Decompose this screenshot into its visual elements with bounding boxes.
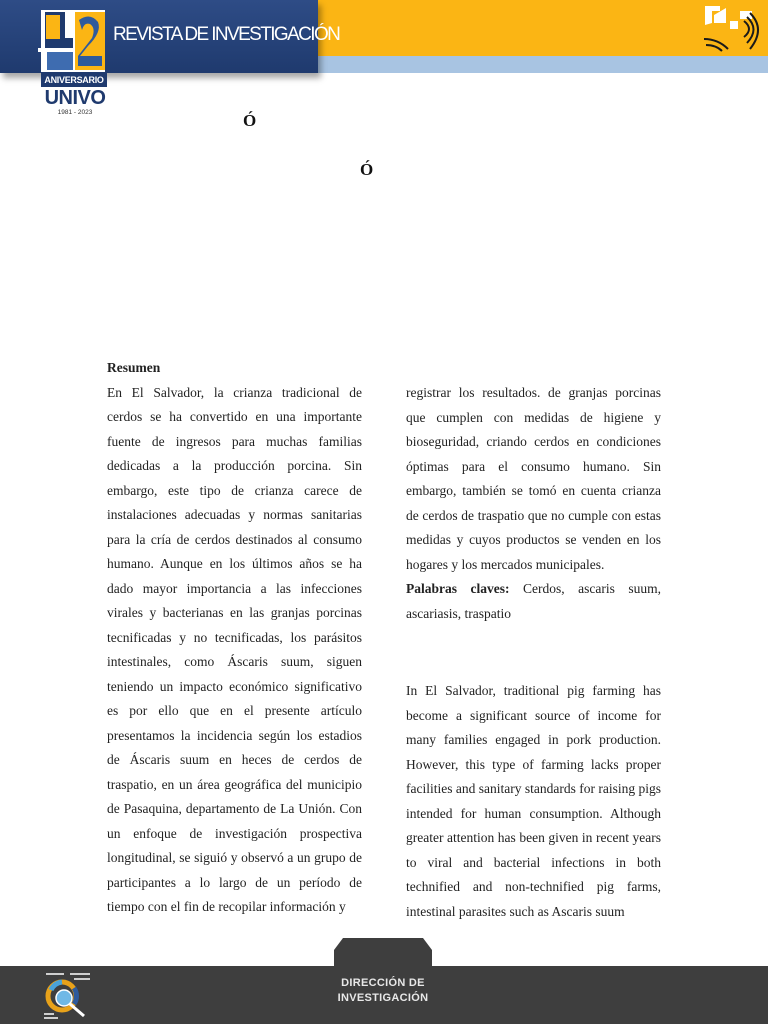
abstract-paragraph-continued: registrar los resultados. de granjas porcinas que cumplen con medidas de higiene y bioseguridad, criando cerdos en condiciones óptimas para el consumo humano. Sin embargo, también se tomó en cuenta crianza de cerdos de traspatio que no cumple con estas medidas y cuyos productos se venden en los hogares y los mercados municipales. [406,385,661,572]
anniversary-42-logo-icon [38,8,108,74]
logo-anniversary-label: ANIVERSARIO [41,73,107,87]
abstract-right-column [406,381,661,626]
footer-label-line1: DIRECCIÓN DE [341,977,425,989]
footer-label [316,976,450,1006]
logo-brand-name: UNIVO [44,87,106,109]
english-abstract-paragraph: In El Salvador, traditional pig farming has become a significant source of income for many families engaged in pork production. However, this type of farming lacks proper facilities and sanitary standards for raising pigs intended for human consumption. Although greater attention has been given in recent years to viral and bacterial infections in both technified and non-technified pig farms, intestinal parasites such as Ascaris suum [406,683,661,919]
header-blue-strip [300,56,768,73]
abstract-paragraph: En El Salvador, la crianza tradicional de cerdos se ha convertido en una importante fuente de ingresos para muchas familias dedicadas a la producción porcina. Sin embargo, este tipo de crianza carece de instalaciones adecuadas y normas sanitarias para la cría de cerdos destinados al consumo humano. Aunque en los últimos años se ha dado mayor importancia a las infecciones virales y bacterianas en las granjas porcinas tecnificadas y no tecnificadas, los parásitos intestinales, como Áscaris suum, siguen teniendo un impacto económico significativo es por ello que en el presente artículo presentamos la incidencia según los estadios de Áscaris suum en heces de cerdos de traspatio, en un área geográfica del municipio de Pasaquina, departamento de La Unión. Con un enfoque de investigación prospectiva longitudinal, se siguió y observó a un grupo de participantes a lo largo de un período de tiempo con el fin de recopilar información y [107,384,362,914]
logo-years: 1981 - 2023 [57,109,93,116]
keywords-value: Cerdos, ascaris suum, ascariasis, traspatio [406,581,661,621]
research-magnifier-icon [40,968,96,1022]
institution-mark-icon [700,3,760,55]
abstract-heading: Resumen [107,360,161,375]
keywords-line [406,577,661,626]
abstract-left-column [107,356,362,920]
footer-tab [334,938,432,968]
journal-title: REVISTA DE INVESTIGACIÓN [113,24,340,45]
keywords-label: Palabras claves: [406,581,510,596]
english-abstract-column [406,679,661,924]
footer-label-line2: INVESTIGACIÓN [337,992,429,1004]
title-fragment-1: Ó [243,111,257,130]
title-fragment-2: Ó [360,160,374,179]
